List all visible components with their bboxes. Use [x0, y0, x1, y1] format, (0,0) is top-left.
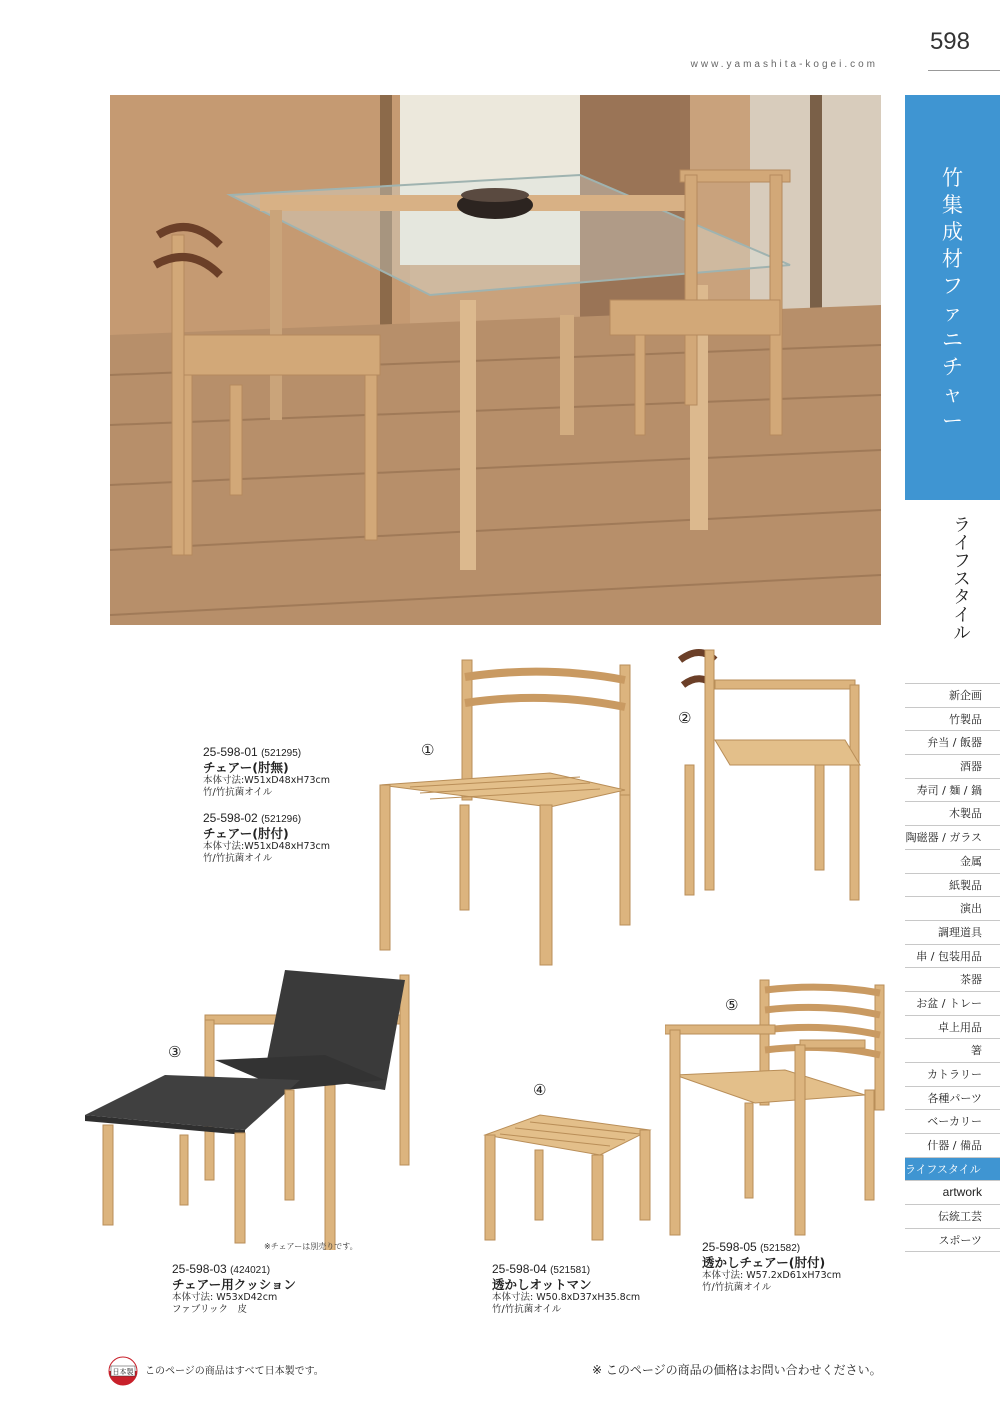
nav-item-active[interactable]: ライフスタイル — [905, 1157, 1000, 1181]
product-2 — [203, 812, 330, 865]
product-material: ファブリック 皮 — [172, 1304, 248, 1315]
nav-item[interactable]: お盆 / トレー — [905, 991, 1000, 1015]
product-name: 透かしオットマン — [492, 1277, 592, 1292]
product-material: 竹/竹抗菌オイル — [492, 1304, 562, 1315]
product-5 — [702, 1241, 841, 1294]
nav-item[interactable]: artwork — [905, 1180, 1000, 1204]
nav-item[interactable]: 弁当 / 飯器 — [905, 730, 1000, 754]
product-size: 本体寸法: W57.2xD61xH73cm — [702, 1270, 842, 1281]
product-subcode: (521295) — [261, 748, 302, 759]
footer-made-in-japan-text: このページの商品はすべて日本製です。 — [145, 1366, 324, 1377]
nav-item[interactable]: 金属 — [905, 849, 1000, 873]
nav-item[interactable]: 新企画 — [905, 683, 1000, 707]
chair-armless-image — [370, 655, 650, 974]
nav-item[interactable]: 箸 — [905, 1038, 1000, 1062]
product-1 — [203, 746, 330, 799]
item-number-5: ⑤ — [725, 996, 739, 1014]
openwork-chair-image — [665, 975, 885, 1244]
nav-item[interactable]: 紙製品 — [905, 873, 1000, 897]
product-size: 本体寸法:W51xD48xH73cm — [203, 841, 331, 852]
nav-item[interactable]: 酒器 — [905, 754, 1000, 778]
nav-item[interactable]: 竹製品 — [905, 707, 1000, 731]
footer-price-note: ※ このページの商品の価格はお問い合わせください。 — [592, 1363, 882, 1377]
product-size: 本体寸法:W51xD48xH73cm — [203, 775, 331, 786]
item-number-2: ② — [678, 709, 692, 727]
product-code: 25-598-04 — [492, 1262, 547, 1276]
product-subcode: (424021) — [230, 1265, 271, 1276]
nav-item[interactable]: 什器 / 備品 — [905, 1133, 1000, 1157]
page-number: 598 — [929, 28, 970, 55]
nav-item[interactable]: 卓上用品 — [905, 1015, 1000, 1039]
nav-item[interactable]: スポーツ — [905, 1228, 1000, 1252]
item-number-4: ④ — [533, 1081, 547, 1099]
chair-with-arms-image — [675, 640, 870, 914]
product-code: 25-598-03 — [172, 1262, 227, 1276]
ottoman-image — [480, 1110, 655, 1249]
category-title-box — [905, 95, 1000, 500]
category-title: 竹 集 成 材 フ ァ ニ チ ャ ー — [942, 166, 963, 433]
product-name: チェアー(肘付) — [203, 826, 289, 841]
sub-category-title: ライフスタイル — [950, 515, 971, 641]
site-url: www.yamashita-kogei.com — [690, 59, 878, 70]
nav-item[interactable]: 陶磁器 / ガラス — [905, 825, 1000, 849]
svg-text:日本製: 日本製 — [112, 1368, 134, 1376]
product-name: チェアー(肘無) — [203, 760, 289, 775]
item-number-3: ③ — [168, 1043, 182, 1061]
nav-item[interactable]: ベーカリー — [905, 1109, 1000, 1133]
product-material: 竹/竹抗菌オイル — [702, 1282, 772, 1293]
product-name: 透かしチェアー(肘付) — [702, 1255, 826, 1270]
product-3 — [172, 1263, 296, 1316]
nav-item[interactable]: 伝統工芸 — [905, 1204, 1000, 1228]
cushion-chair-image — [85, 965, 415, 1254]
product-subcode: (521581) — [550, 1265, 591, 1276]
nav-item[interactable]: カトラリー — [905, 1062, 1000, 1086]
product-code: 25-598-02 — [203, 811, 258, 825]
item-number-1: ① — [421, 741, 435, 759]
product-material: 竹/竹抗菌オイル — [203, 853, 273, 864]
product-code: 25-598-05 — [702, 1240, 757, 1254]
product-subcode: (521296) — [261, 814, 302, 825]
page-number-rule — [928, 70, 1000, 71]
nav-item[interactable]: 茶器 — [905, 967, 1000, 991]
made-in-japan-logo — [108, 1356, 138, 1386]
product-material: 竹/竹抗菌オイル — [203, 787, 273, 798]
product-subcode: (521582) — [760, 1243, 801, 1254]
separate-sale-note: ※チェアーは別売りです。 — [264, 1242, 358, 1251]
nav-item[interactable]: 演出 — [905, 896, 1000, 920]
nav-item[interactable]: 寿司 / 麺 / 鍋 — [905, 778, 1000, 802]
product-name: チェアー用クッション — [172, 1277, 297, 1292]
nav-item[interactable]: 木製品 — [905, 801, 1000, 825]
product-size: 本体寸法: W53xD42cm — [172, 1292, 278, 1303]
product-code: 25-598-01 — [203, 745, 258, 759]
product-4 — [492, 1263, 640, 1316]
side-nav — [905, 683, 1000, 1252]
nav-item[interactable]: 調理道具 — [905, 920, 1000, 944]
product-size: 本体寸法: W50.8xD37xH35.8cm — [492, 1292, 641, 1303]
hero-photo — [110, 95, 881, 625]
nav-item[interactable]: 串 / 包装用品 — [905, 944, 1000, 968]
nav-item[interactable]: 各種パーツ — [905, 1086, 1000, 1110]
